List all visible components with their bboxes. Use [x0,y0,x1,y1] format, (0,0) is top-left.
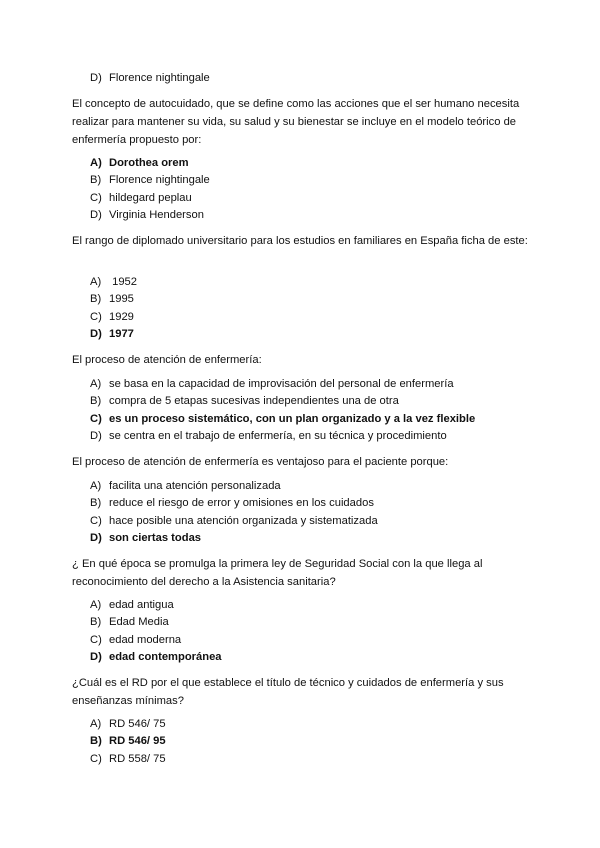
option [90,478,550,495]
question-text: ¿Cuál es el RD por el que establece el título de técnico y cuidados de enfermería y sus enseñanzas mínimas? [72,677,504,707]
option-letter: B) [90,497,102,510]
option [90,274,550,291]
option [90,597,550,614]
option-letter: B) [90,174,102,187]
option-text: Edad Media [109,616,169,629]
option-text: RD 546/ 95 [109,735,166,748]
option-letter: D) [90,72,102,84]
option [90,751,550,768]
question-text: El concepto de autocuidado, que se define como las acciones que el ser humano necesita realizar para mantener su vida, su salud y su bienestar se incluye en el modelo teórico de enfermería propuesto por: [72,98,520,146]
question-text: El proceso de atención de enfermería: [72,354,262,366]
option [90,207,550,224]
option-text: facilita una atención personalizada [109,480,281,492]
option-correct [90,649,550,666]
option-correct [90,326,550,343]
option-text: edad moderna [109,633,182,646]
option-list [90,70,550,87]
option-letter: B) [90,395,102,408]
option-letter: A) [90,599,102,611]
option-list [90,716,550,768]
option-text: es un proceso sistemático, con un plan organizado y a la vez flexible [109,412,476,425]
option-list [90,274,550,344]
option-list [90,597,550,667]
option-text: RD 558/ 75 [109,752,166,765]
option-letter: B) [90,735,102,748]
option-list [90,478,550,548]
option-letter: C) [90,310,102,323]
option [90,70,550,87]
option-letter: C) [90,752,102,765]
option-letter: A) [90,157,102,169]
option-text: Dorothea orem [109,157,189,169]
option-text: RD 546/ 75 [109,718,166,730]
option-letter: C) [90,514,102,527]
question-text: El rango de diplomado universitario para los estudios en familiares en España ficha de este: [72,235,528,247]
option-correct [90,411,550,428]
option-text: Florence nightingale [109,174,210,187]
option-letter: C) [90,412,102,425]
option-letter: D) [90,328,102,341]
option [90,291,550,308]
option-letter: D) [90,430,102,443]
option-text: compra de 5 etapas sucesivas independientes una de otra [109,395,399,408]
option-correct [90,155,550,172]
option-letter: A) [90,378,102,390]
option-letter: D) [90,209,102,222]
option-text: 1929 [109,310,134,323]
question-text: El proceso de atención de enfermería es ventajoso para el paciente porque: [72,456,449,468]
option-text: reduce el riesgo de error y omisiones en los cuidados [109,497,374,510]
option [90,190,550,207]
option-letter: C) [90,191,102,204]
option-text: se centra en el trabajo de enfermería, en su técnica y procedimiento [109,430,447,443]
option-text: 1977 [109,328,134,341]
option-text: edad contemporánea [109,651,222,664]
option-letter: B) [90,616,102,629]
option-letter: A) [90,718,102,730]
option [90,172,550,189]
option-list [90,376,550,446]
option-letter: D) [90,651,102,664]
option [90,393,550,410]
option [90,513,550,530]
option [90,614,550,631]
option-text: Virginia Henderson [109,209,204,222]
option [90,428,550,445]
option-letter: D) [90,532,102,545]
option-text: 1995 [109,293,134,306]
option-text: Florence nightingale [109,72,210,84]
option-text: hildegard peplau [109,191,192,204]
option-list [90,155,550,225]
option-text: hace posible una atención organizada y sistematizada [109,514,378,527]
option-text: son ciertas todas [109,532,202,545]
option-text: se basa en la capacidad de improvisación del personal de enfermería [109,378,454,390]
option-text: 1952 [109,276,137,288]
option [90,309,550,326]
option-correct [90,733,550,750]
option-text: edad antigua [109,599,174,611]
option-letter: C) [90,633,102,646]
question-text: ¿ En qué época se promulga la primera ley de Seguridad Social con la que llega al reconocimiento del derecho a la Asistencia sanitaria? [72,558,483,588]
option-letter: B) [90,293,102,306]
option-correct [90,530,550,547]
option [90,632,550,649]
option [90,716,550,733]
option [90,376,550,393]
option-letter: A) [90,480,102,492]
option-letter: A) [90,276,102,288]
option [90,495,550,512]
